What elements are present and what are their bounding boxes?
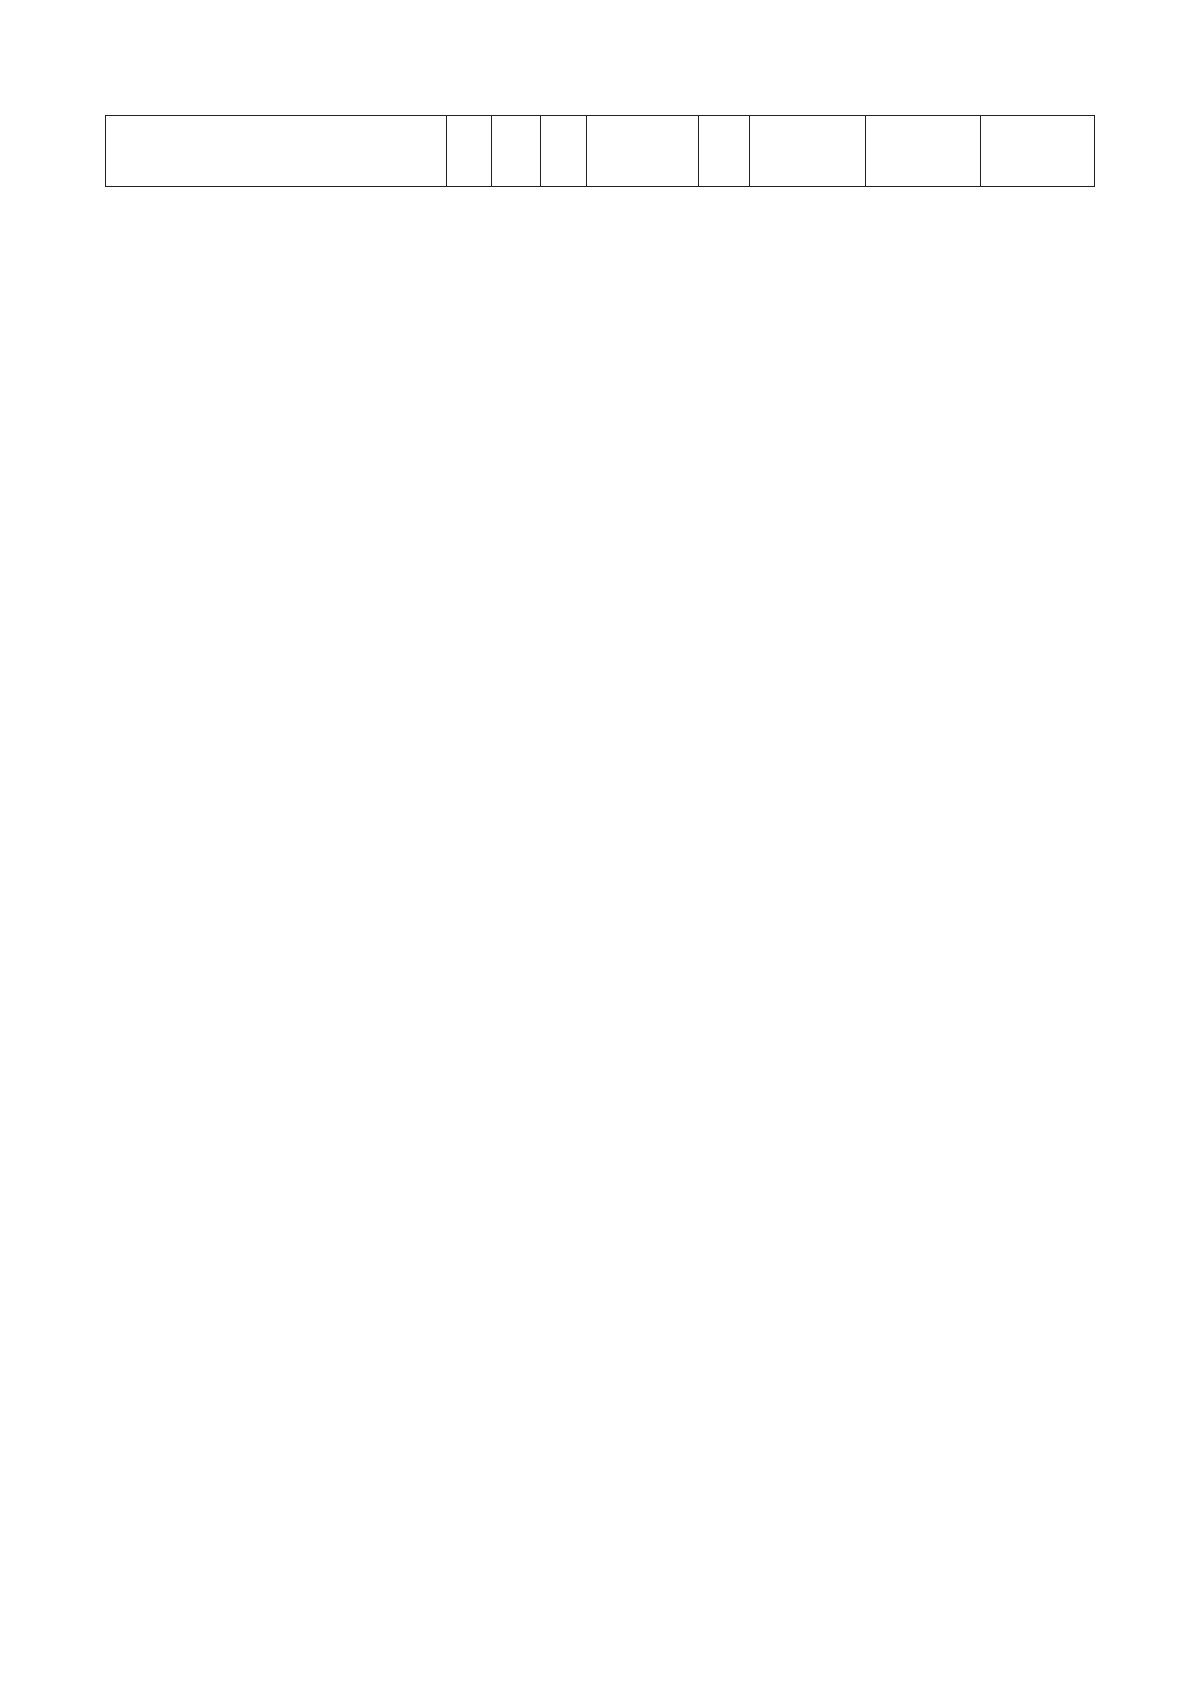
header-year-2027 [980, 116, 1094, 187]
table-header-row [106, 116, 1095, 187]
header-name [106, 116, 447, 187]
header-section [492, 116, 541, 187]
header-subsection [541, 116, 587, 187]
header-chapter [446, 116, 492, 187]
header-year-2026 [865, 116, 980, 187]
header-target-article [587, 116, 699, 187]
budget-table [105, 115, 1095, 187]
header-year-2025 [750, 116, 865, 187]
header-expense-type [699, 116, 750, 187]
